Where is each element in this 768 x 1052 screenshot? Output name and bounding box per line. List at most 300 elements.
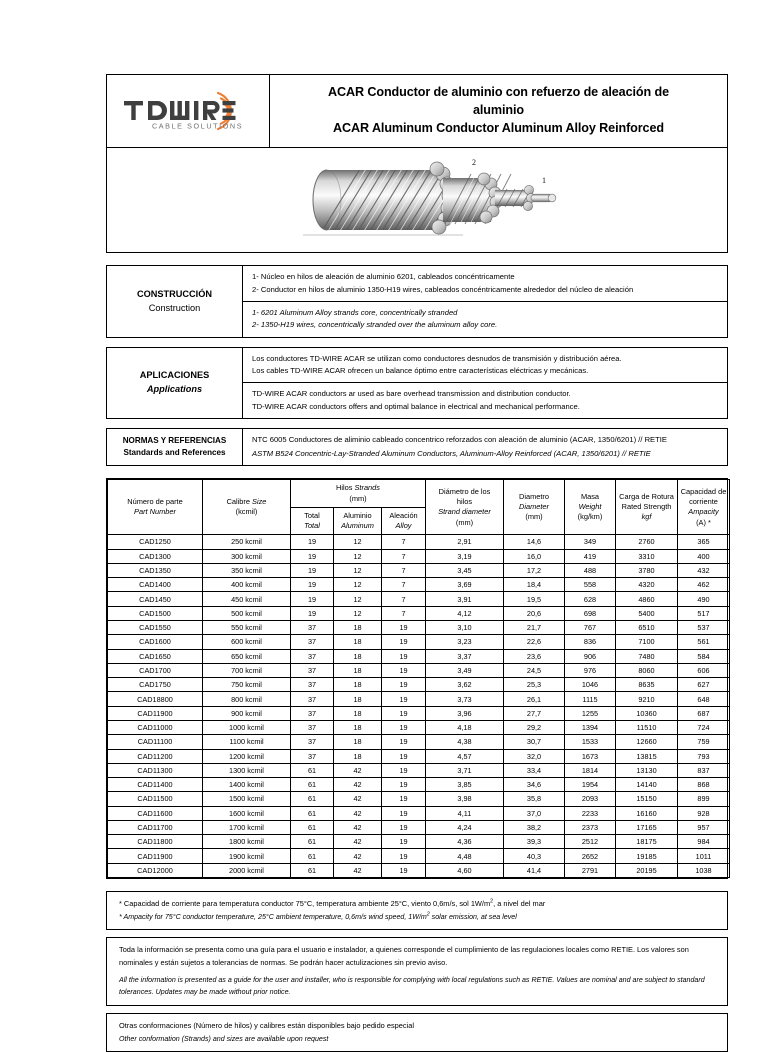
cell-size: 1800 kcmil bbox=[203, 835, 291, 849]
cell-alloy: 19 bbox=[382, 820, 426, 834]
standards-en-line-1: ASTM B524 Concentric-Lay-Stranded Aluminum Conductors, Aluminum-Alloy Reinforced (ACAR, 1350/6201) // RETIE bbox=[252, 449, 651, 459]
cell-total: 61 bbox=[291, 792, 334, 806]
cell-aluminum: 42 bbox=[334, 849, 382, 863]
cell-ampacity: 584 bbox=[678, 649, 730, 663]
cell-ampacity: 400 bbox=[678, 549, 730, 563]
table-row bbox=[108, 549, 730, 563]
cell-total: 61 bbox=[291, 863, 334, 877]
col-strand-diameter-en: Strand diameter bbox=[438, 507, 491, 517]
table-row bbox=[108, 678, 730, 692]
cell-part-number: CAD1350 bbox=[108, 563, 203, 577]
cell-weight: 1814 bbox=[565, 763, 616, 777]
table-row bbox=[108, 663, 730, 677]
cell-total: 61 bbox=[291, 806, 334, 820]
col-diameter-unit: (mm) bbox=[525, 512, 543, 522]
table-row bbox=[108, 792, 730, 806]
cell-size: 1100 kcmil bbox=[203, 735, 291, 749]
col-strength-unit: kgf bbox=[641, 512, 652, 522]
cell-strength: 7100 bbox=[616, 635, 678, 649]
logo-cell bbox=[107, 75, 270, 148]
cell-total: 19 bbox=[291, 578, 334, 592]
cell-aluminum: 42 bbox=[334, 778, 382, 792]
construction-es-line-1: 1- Núcleo en hilos de aleación de aluminio 6201, cableados concéntricamente bbox=[252, 272, 515, 282]
cell-alloy: 19 bbox=[382, 706, 426, 720]
col-total-en: Total bbox=[304, 521, 320, 531]
cell-strength: 3780 bbox=[616, 563, 678, 577]
cell-alloy: 19 bbox=[382, 720, 426, 734]
cell-strand-diameter: 3,19 bbox=[426, 549, 504, 563]
cell-weight: 1115 bbox=[565, 692, 616, 706]
cell-total: 37 bbox=[291, 735, 334, 749]
cell-diameter: 14,6 bbox=[504, 535, 565, 549]
construction-en-line-2: 2- 1350-H19 wires, concentrically stranded over the aluminum alloy core. bbox=[252, 320, 498, 330]
cell-weight: 1394 bbox=[565, 720, 616, 734]
cell-weight: 1255 bbox=[565, 706, 616, 720]
col-strength-en: Rated Strength bbox=[621, 502, 672, 512]
standards-body bbox=[243, 429, 727, 466]
cell-aluminum: 42 bbox=[334, 820, 382, 834]
conformations-block bbox=[106, 1013, 728, 1052]
cell-alloy: 19 bbox=[382, 735, 426, 749]
cell-weight: 1673 bbox=[565, 749, 616, 763]
cell-part-number: CAD11300 bbox=[108, 763, 203, 777]
cable-figure-box bbox=[106, 147, 728, 253]
cell-ampacity: 957 bbox=[678, 820, 730, 834]
cell-aluminum: 12 bbox=[334, 578, 382, 592]
cell-size: 400 kcmil bbox=[203, 578, 291, 592]
spacer bbox=[106, 1006, 728, 1013]
table-row bbox=[108, 735, 730, 749]
title-es-line2: aluminio bbox=[473, 102, 524, 117]
construction-label bbox=[107, 266, 243, 336]
cell-aluminum: 18 bbox=[334, 635, 382, 649]
col-part-number bbox=[108, 480, 203, 535]
col-strand-diameter-es2: hilos bbox=[456, 497, 473, 507]
cell-strand-diameter: 4,48 bbox=[426, 849, 504, 863]
cell-ampacity: 365 bbox=[678, 535, 730, 549]
applications-es-line-1: Los conductores TD-WIRE ACAR se utilizan como conductores desnudos de transmisión y distribución aérea. bbox=[252, 353, 622, 363]
cell-aluminum: 12 bbox=[334, 592, 382, 606]
cell-size: 1600 kcmil bbox=[203, 806, 291, 820]
cell-strength: 17165 bbox=[616, 820, 678, 834]
cell-size: 1700 kcmil bbox=[203, 820, 291, 834]
table-body bbox=[108, 535, 730, 878]
cell-total: 37 bbox=[291, 620, 334, 634]
col-aluminum-es: Aluminio bbox=[343, 510, 372, 520]
table-header-row-1 bbox=[108, 480, 730, 507]
cell-ampacity: 606 bbox=[678, 663, 730, 677]
cell-weight: 767 bbox=[565, 620, 616, 634]
table-row bbox=[108, 863, 730, 877]
specifications-table bbox=[107, 479, 730, 878]
col-size bbox=[203, 480, 291, 535]
cell-aluminum: 18 bbox=[334, 706, 382, 720]
applications-en-line-2: TD-WIRE ACAR conductors offers and optimal balance in electrical and mechanical performance. bbox=[252, 401, 580, 411]
cell-total: 37 bbox=[291, 678, 334, 692]
col-alloy bbox=[382, 507, 426, 534]
cell-alloy: 19 bbox=[382, 620, 426, 634]
cell-aluminum: 42 bbox=[334, 863, 382, 877]
cell-total: 19 bbox=[291, 549, 334, 563]
cell-total: 61 bbox=[291, 835, 334, 849]
cell-part-number: CAD11600 bbox=[108, 806, 203, 820]
cell-alloy: 19 bbox=[382, 835, 426, 849]
cell-part-number: CAD11100 bbox=[108, 735, 203, 749]
cell-aluminum: 18 bbox=[334, 649, 382, 663]
cell-part-number: CAD1750 bbox=[108, 678, 203, 692]
cell-weight: 488 bbox=[565, 563, 616, 577]
construction-block bbox=[106, 265, 728, 337]
cell-strength: 16160 bbox=[616, 806, 678, 820]
spacer bbox=[106, 879, 728, 891]
cell-weight: 558 bbox=[565, 578, 616, 592]
cell-total: 19 bbox=[291, 535, 334, 549]
cell-weight: 1954 bbox=[565, 778, 616, 792]
cell-ampacity: 490 bbox=[678, 592, 730, 606]
cell-weight: 349 bbox=[565, 535, 616, 549]
col-strength bbox=[616, 480, 678, 535]
applications-en bbox=[243, 383, 727, 418]
cell-part-number: CAD1700 bbox=[108, 663, 203, 677]
cell-strength: 10360 bbox=[616, 706, 678, 720]
cell-total: 37 bbox=[291, 720, 334, 734]
cell-strand-diameter: 3,62 bbox=[426, 678, 504, 692]
cell-strand-diameter: 3,10 bbox=[426, 620, 504, 634]
cell-alloy: 19 bbox=[382, 749, 426, 763]
cell-aluminum: 18 bbox=[334, 720, 382, 734]
cell-diameter: 39,3 bbox=[504, 835, 565, 849]
cell-weight: 2093 bbox=[565, 792, 616, 806]
cell-alloy: 7 bbox=[382, 592, 426, 606]
cell-ampacity: 517 bbox=[678, 606, 730, 620]
cell-alloy: 19 bbox=[382, 649, 426, 663]
standards-es-line-1: NTC 6005 Conductores de aliminio cableado concentrico reforzados con aleación de aluminio (ACAR, 1350/6201) // RETIE bbox=[252, 434, 667, 444]
disclaimer-es: Toda la información se presenta como una guía para el usuario e instalador, a quienes corresponde el cumplimiento de las regulaciones locales como RETIE. Los valores son nominales y están sujetos a tolerancias de normas. Se podrán hacer actulizaciones sin previo aviso. bbox=[119, 945, 689, 967]
cell-strength: 5400 bbox=[616, 606, 678, 620]
cell-alloy: 19 bbox=[382, 678, 426, 692]
table-row bbox=[108, 606, 730, 620]
cell-size: 1500 kcmil bbox=[203, 792, 291, 806]
cell-diameter: 19,5 bbox=[504, 592, 565, 606]
cell-alloy: 19 bbox=[382, 763, 426, 777]
ampacity-note-en-text: * Ampacity for 75°C conductor temperature, 25°C ambient temperature, 0,6m/s wind speed, $1W/m^2$ solar emission, at sea level bbox=[119, 911, 517, 921]
cell-part-number: CAD11700 bbox=[108, 820, 203, 834]
cell-size: 650 kcmil bbox=[203, 649, 291, 663]
col-aluminum-en: Aluminum bbox=[341, 521, 374, 531]
col-ampacity bbox=[678, 480, 730, 535]
col-strands-es: Hilos bbox=[336, 483, 355, 493]
cell-weight: 628 bbox=[565, 592, 616, 606]
cell-weight: 2512 bbox=[565, 835, 616, 849]
cell-ampacity: 868 bbox=[678, 778, 730, 792]
cell-ampacity: 648 bbox=[678, 692, 730, 706]
cell-total: 37 bbox=[291, 649, 334, 663]
col-ampacity-unit: (A) * bbox=[696, 517, 711, 527]
tdwire-logo-icon bbox=[118, 87, 258, 135]
cell-total: 61 bbox=[291, 778, 334, 792]
cell-size: 2000 kcmil bbox=[203, 863, 291, 877]
disclaimer-block bbox=[106, 937, 728, 1006]
title-es-line1: ACAR Conductor de aluminio con refuerzo de aleación de bbox=[328, 85, 669, 99]
construction-en bbox=[243, 302, 727, 337]
cell-diameter: 20,6 bbox=[504, 606, 565, 620]
cell-alloy: 19 bbox=[382, 778, 426, 792]
ampacity-note-es-text: * Capacidad de corriente para temperatura conductor 75°C, temperatura ambiente 25°C, viento 0,6m/s, sol $1W/m^2$, a nivel del mar bbox=[119, 898, 546, 909]
standards-es bbox=[243, 429, 727, 447]
cell-diameter: 27,7 bbox=[504, 706, 565, 720]
cell-weight: 976 bbox=[565, 663, 616, 677]
cell-size: 500 kcmil bbox=[203, 606, 291, 620]
cell-part-number: CAD1300 bbox=[108, 549, 203, 563]
figure-callout-2: 2 bbox=[472, 158, 476, 168]
applications-block bbox=[106, 347, 728, 419]
cell-ampacity: 687 bbox=[678, 706, 730, 720]
table-row bbox=[108, 592, 730, 606]
table-row bbox=[108, 706, 730, 720]
cell-total: 37 bbox=[291, 663, 334, 677]
ampacity-note-block bbox=[106, 891, 728, 930]
cell-weight: 2791 bbox=[565, 863, 616, 877]
cell-aluminum: 12 bbox=[334, 549, 382, 563]
figure-callout-1: 1 bbox=[542, 176, 546, 186]
cell-part-number: CAD11800 bbox=[108, 835, 203, 849]
cell-total: 37 bbox=[291, 749, 334, 763]
cell-part-number: CAD1650 bbox=[108, 649, 203, 663]
cell-part-number: CAD1550 bbox=[108, 620, 203, 634]
cell-strand-diameter: 3,85 bbox=[426, 778, 504, 792]
cell-strand-diameter: 3,69 bbox=[426, 578, 504, 592]
cell-size: 1300 kcmil bbox=[203, 763, 291, 777]
cell-diameter: 18,4 bbox=[504, 578, 565, 592]
applications-es bbox=[243, 348, 727, 384]
cell-ampacity: 984 bbox=[678, 835, 730, 849]
spacer bbox=[106, 419, 728, 428]
col-alloy-es: Aleación bbox=[389, 510, 418, 520]
ampacity-note-en bbox=[119, 911, 717, 923]
col-strands-en: Strands bbox=[354, 483, 380, 493]
cell-part-number: CAD12000 bbox=[108, 863, 203, 877]
table-row bbox=[108, 806, 730, 820]
cell-aluminum: 12 bbox=[334, 535, 382, 549]
cell-diameter: 21,7 bbox=[504, 620, 565, 634]
cell-total: 19 bbox=[291, 606, 334, 620]
stranded-conductor-icon bbox=[267, 152, 567, 248]
col-diameter-es: Diametro bbox=[519, 492, 549, 502]
cell-strength: 12660 bbox=[616, 735, 678, 749]
cell-alloy: 19 bbox=[382, 792, 426, 806]
cell-diameter: 25,3 bbox=[504, 678, 565, 692]
cell-size: 1200 kcmil bbox=[203, 749, 291, 763]
col-part-number-en: Part Number bbox=[134, 507, 176, 517]
cell-strand-diameter: 3,49 bbox=[426, 663, 504, 677]
cell-total: 61 bbox=[291, 763, 334, 777]
cell-strength: 20195 bbox=[616, 863, 678, 877]
cell-part-number: CAD18800 bbox=[108, 692, 203, 706]
cell-strand-diameter: 3,96 bbox=[426, 706, 504, 720]
disclaimer-en: All the information is presented as a guide for the user and installer, who is responsible for complying with local regulations such as RETIE. Values are nominal and are subject to standard tolerances. Updates may be made without prior notice. bbox=[119, 976, 705, 997]
spacer bbox=[106, 466, 728, 478]
cell-total: 61 bbox=[291, 849, 334, 863]
construction-label-es: CONSTRUCCIÓN bbox=[136, 288, 213, 299]
cell-strength: 14140 bbox=[616, 778, 678, 792]
col-strength-es: Carga de Rotura bbox=[619, 492, 674, 502]
table-row bbox=[108, 849, 730, 863]
table-row bbox=[108, 578, 730, 592]
construction-es bbox=[243, 266, 727, 302]
cell-alloy: 7 bbox=[382, 549, 426, 563]
standards-label bbox=[107, 429, 243, 466]
cell-strength: 18175 bbox=[616, 835, 678, 849]
col-ampacity-en: Ampacity bbox=[688, 507, 719, 517]
cell-diameter: 40,3 bbox=[504, 849, 565, 863]
cell-diameter: 34,6 bbox=[504, 778, 565, 792]
cell-size: 700 kcmil bbox=[203, 663, 291, 677]
cell-strength: 2760 bbox=[616, 535, 678, 549]
col-total bbox=[291, 507, 334, 534]
standards-en bbox=[243, 447, 727, 465]
table-row bbox=[108, 720, 730, 734]
cell-part-number: CAD1600 bbox=[108, 635, 203, 649]
cell-ampacity: 1038 bbox=[678, 863, 730, 877]
cell-strand-diameter: 4,36 bbox=[426, 835, 504, 849]
cell-size: 300 kcmil bbox=[203, 549, 291, 563]
core-wires bbox=[495, 186, 556, 211]
cell-size: 1400 kcmil bbox=[203, 778, 291, 792]
cell-strength: 11510 bbox=[616, 720, 678, 734]
cell-weight: 419 bbox=[565, 549, 616, 563]
cell-strength: 4860 bbox=[616, 592, 678, 606]
cell-diameter: 29,2 bbox=[504, 720, 565, 734]
cell-weight: 2233 bbox=[565, 806, 616, 820]
cell-part-number: CAD1450 bbox=[108, 592, 203, 606]
cell-strand-diameter: 4,57 bbox=[426, 749, 504, 763]
cell-part-number: CAD11400 bbox=[108, 778, 203, 792]
cell-alloy: 19 bbox=[382, 849, 426, 863]
table-row bbox=[108, 649, 730, 663]
table-row bbox=[108, 778, 730, 792]
cell-size: 550 kcmil bbox=[203, 620, 291, 634]
col-weight bbox=[565, 480, 616, 535]
spacer bbox=[106, 930, 728, 937]
cell-size: 750 kcmil bbox=[203, 678, 291, 692]
cell-diameter: 38,2 bbox=[504, 820, 565, 834]
cell-size: 350 kcmil bbox=[203, 563, 291, 577]
cell-alloy: 7 bbox=[382, 578, 426, 592]
cell-diameter: 24,5 bbox=[504, 663, 565, 677]
cell-aluminum: 18 bbox=[334, 663, 382, 677]
col-part-number-es: Número de parte bbox=[127, 497, 183, 507]
construction-label-en: Construction bbox=[148, 302, 201, 313]
cell-aluminum: 12 bbox=[334, 563, 382, 577]
cell-strand-diameter: 4,11 bbox=[426, 806, 504, 820]
construction-en-line-1: 1- 6201 Aluminum Alloy strands core, concentrically stranded bbox=[252, 308, 458, 318]
cell-total: 19 bbox=[291, 592, 334, 606]
cell-strand-diameter: 4,60 bbox=[426, 863, 504, 877]
standards-label-es: NORMAS Y REFERENCIAS bbox=[122, 435, 227, 445]
table-row bbox=[108, 820, 730, 834]
cell-strength: 7480 bbox=[616, 649, 678, 663]
cell-ampacity: 537 bbox=[678, 620, 730, 634]
specifications-table-wrapper bbox=[106, 478, 728, 879]
cell-aluminum: 42 bbox=[334, 835, 382, 849]
cell-alloy: 19 bbox=[382, 692, 426, 706]
cell-size: 250 kcmil bbox=[203, 535, 291, 549]
cell-strength: 3310 bbox=[616, 549, 678, 563]
title-cell bbox=[270, 75, 727, 148]
cell-alloy: 19 bbox=[382, 806, 426, 820]
col-strand-diameter bbox=[426, 480, 504, 535]
document-header bbox=[106, 74, 728, 149]
col-weight-es: Masa bbox=[580, 492, 600, 502]
col-strand-diameter-unit: (mm) bbox=[455, 517, 474, 527]
cell-diameter: 30,7 bbox=[504, 735, 565, 749]
cell-total: 37 bbox=[291, 692, 334, 706]
cell-strength: 13815 bbox=[616, 749, 678, 763]
cell-weight: 2652 bbox=[565, 849, 616, 863]
applications-label-es: APLICACIONES bbox=[139, 369, 210, 380]
cell-diameter: 16,0 bbox=[504, 549, 565, 563]
spacer bbox=[106, 338, 728, 347]
table-row bbox=[108, 749, 730, 763]
cell-strength: 4320 bbox=[616, 578, 678, 592]
cell-weight: 1533 bbox=[565, 735, 616, 749]
cable-figure bbox=[267, 152, 567, 248]
cell-alloy: 19 bbox=[382, 863, 426, 877]
cell-size: 600 kcmil bbox=[203, 635, 291, 649]
applications-en-line-1: TD-WIRE ACAR conductors ar used as bare overhead transmission and distribution conductor. bbox=[252, 389, 571, 399]
cell-strength: 8635 bbox=[616, 678, 678, 692]
cell-total: 37 bbox=[291, 635, 334, 649]
col-aluminum bbox=[334, 507, 382, 534]
cell-diameter: 41,4 bbox=[504, 863, 565, 877]
cell-ampacity: 561 bbox=[678, 635, 730, 649]
cell-strength: 19185 bbox=[616, 849, 678, 863]
cell-strength: 15150 bbox=[616, 792, 678, 806]
conformations-es: Otras conformaciones (Número de hilos) y calibres están disponibles bajo pedido especial bbox=[119, 1020, 414, 1030]
table-row bbox=[108, 763, 730, 777]
cell-aluminum: 18 bbox=[334, 735, 382, 749]
table-head bbox=[108, 480, 730, 535]
cell-aluminum: 12 bbox=[334, 606, 382, 620]
table-row bbox=[108, 535, 730, 549]
col-diameter-en: Diameter bbox=[519, 502, 549, 512]
construction-body bbox=[243, 266, 727, 336]
cell-strength: 6510 bbox=[616, 620, 678, 634]
cell-part-number: CAD11900 bbox=[108, 706, 203, 720]
cell-strand-diameter: 3,45 bbox=[426, 563, 504, 577]
cell-weight: 906 bbox=[565, 649, 616, 663]
cell-strand-diameter: 2,91 bbox=[426, 535, 504, 549]
cell-diameter: 33,4 bbox=[504, 763, 565, 777]
cell-ampacity: 837 bbox=[678, 763, 730, 777]
cell-part-number: CAD1250 bbox=[108, 535, 203, 549]
tdwire-logo bbox=[118, 87, 258, 135]
cell-size: 1900 kcmil bbox=[203, 849, 291, 863]
cell-weight: 836 bbox=[565, 635, 616, 649]
table-row bbox=[108, 635, 730, 649]
col-strand-diameter-es1: Diámetro de los bbox=[438, 486, 491, 496]
construction-es-line-2: 2- Conductor en hilos de aluminio 1350-H19 wires, cableados concéntricamente alrededor del núcleo de aleación bbox=[252, 284, 634, 294]
standards-label-en: Standards and References bbox=[123, 448, 226, 458]
cell-ampacity: 1011 bbox=[678, 849, 730, 863]
cell-diameter: 22,6 bbox=[504, 635, 565, 649]
title-en: ACAR Aluminum Conductor Aluminum Alloy Reinforced bbox=[333, 120, 664, 135]
col-size-es: Calibre bbox=[226, 497, 253, 507]
cell-ampacity: 432 bbox=[678, 563, 730, 577]
cell-part-number: CAD1500 bbox=[108, 606, 203, 620]
col-diameter bbox=[504, 480, 565, 535]
cell-part-number: CAD11900 bbox=[108, 849, 203, 863]
